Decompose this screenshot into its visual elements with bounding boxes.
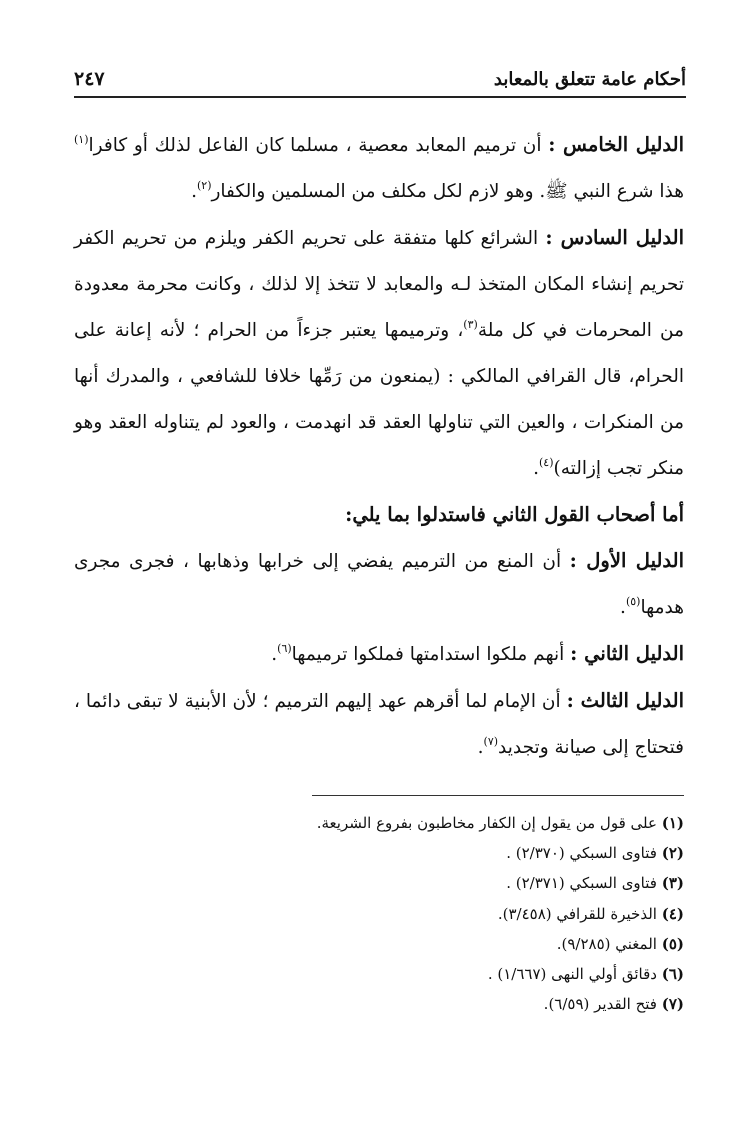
paragraph-text: . xyxy=(191,181,197,202)
footnote-number: (٢) xyxy=(661,844,684,863)
footnote-ref[interactable]: (٦) xyxy=(277,642,292,655)
paragraph-text: أن المنع من الترميم يفضي إلى خرابها وذهابها ، فجرى مجرى هدمها xyxy=(74,551,684,618)
footnote-ref[interactable]: (٤) xyxy=(538,456,554,469)
section-heading: أما أصحاب القول الثاني فاستدلوا بما يلي: xyxy=(345,503,684,526)
footnote-ref[interactable]: (٣) xyxy=(463,318,478,331)
footnote-ref[interactable]: (٥) xyxy=(625,595,641,608)
running-header xyxy=(74,60,686,98)
paragraph-text: . xyxy=(620,597,626,618)
footnote-number: (٥) xyxy=(661,934,684,953)
footnote-item xyxy=(74,868,684,898)
footnote-item xyxy=(74,989,684,1019)
footnote-text: فتاوى السبكي (٢/٣٧١) . xyxy=(506,874,662,893)
paragraph-text: الشرائع كلها متفقة على تحريم الكفر ويلزم من تحريم الكفر تحريم إنشاء المكان المتخذ لـه والمعابد لا تتخذ إلا لذلك ، وكانت محرمة معدودة من المحرمات في كل ملة xyxy=(74,228,684,341)
paragraph-text: أن ترميم المعابد معصية ، مسلما كان الفاعل لذلك أو كافرا xyxy=(88,135,549,156)
footnote-ref[interactable]: (٢) xyxy=(196,179,212,192)
footnote-number: (٦) xyxy=(661,965,684,984)
paragraph-text: . xyxy=(477,737,484,758)
page-number: ٢٤٧ xyxy=(74,68,105,90)
footnote-text: على قول من يقول إن الكفار مخاطبون بفروع الشريعة. xyxy=(316,814,662,832)
paragraph-evidence-1 xyxy=(74,538,684,631)
footnote-text: المغني (٩/٢٨٥). xyxy=(556,934,662,953)
footnote-item xyxy=(74,899,684,929)
paragraph-text: ، وترميمها يعتبر جزءاً من الحرام ؛ لأنه إعانة على الحرام، قال القرافي المالكي : (يمنعون من رَمِّها خلافا للشافعي ، والمدرك أنها من المنكرات ، والعين التي تناولها العقد قد انهدمت ، والعود لم يتناوله العقد وهو منكر تجب إزالته) xyxy=(74,320,684,479)
footnote-number: (١) xyxy=(661,814,684,832)
footnote-item xyxy=(74,808,684,838)
footnote-item xyxy=(74,959,684,989)
footnote-ref[interactable]: (١) xyxy=(74,133,89,146)
paragraph-text: أنهم ملكوا استدامتها فملكوا ترميمها xyxy=(291,644,571,665)
paragraph-evidence-3 xyxy=(74,678,684,771)
paragraph-text: . xyxy=(533,458,539,479)
footnote-text: فتاوى السبكي (٢/٣٧٠) . xyxy=(506,844,662,863)
footnote-number: (٣) xyxy=(661,874,684,893)
evidence-label: الدليل الثالث : xyxy=(566,689,684,712)
paragraph-text: . xyxy=(271,644,278,665)
footnote-item xyxy=(74,929,684,959)
evidence-label: الدليل السادس : xyxy=(545,226,684,249)
footnote-text: دقائق أولي النهى (١/٦٦٧) . xyxy=(487,965,662,984)
header-title: أحكام عامة تتعلق بالمعابد xyxy=(493,69,686,90)
footnotes-list xyxy=(74,808,684,1019)
footnote-text: فتح القدير (٦/٥٩). xyxy=(543,995,662,1014)
paragraph-text: أن الإمام لما أقرهم عهد إليهم الترميم ؛ لأن الأبنية لا تبقى دائما ، فتحتاج إلى صيانة وتجديد xyxy=(74,691,684,758)
footnote-number: (٤) xyxy=(661,904,684,923)
footnote-item xyxy=(74,838,684,868)
evidence-label: الدليل الأول : xyxy=(569,549,684,572)
paragraph-text: هذا شرع النبي ﷺ. وهو لازم لكل مكلف من المسلمين والكفار xyxy=(211,181,684,202)
evidence-label: الدليل الثاني : xyxy=(570,642,684,665)
footnote-ref[interactable]: (٧) xyxy=(483,735,499,748)
footnote-text: الذخيرة للقرافي (٣/٤٥٨). xyxy=(497,904,662,923)
paragraph-evidence-6 xyxy=(74,215,684,492)
footnote-divider xyxy=(312,795,684,796)
main-text xyxy=(74,122,684,771)
paragraph-evidence-5 xyxy=(74,122,684,215)
evidence-label: الدليل الخامس : xyxy=(548,133,684,156)
footnote-number: (٧) xyxy=(661,995,684,1014)
paragraph-evidence-2 xyxy=(74,631,684,678)
